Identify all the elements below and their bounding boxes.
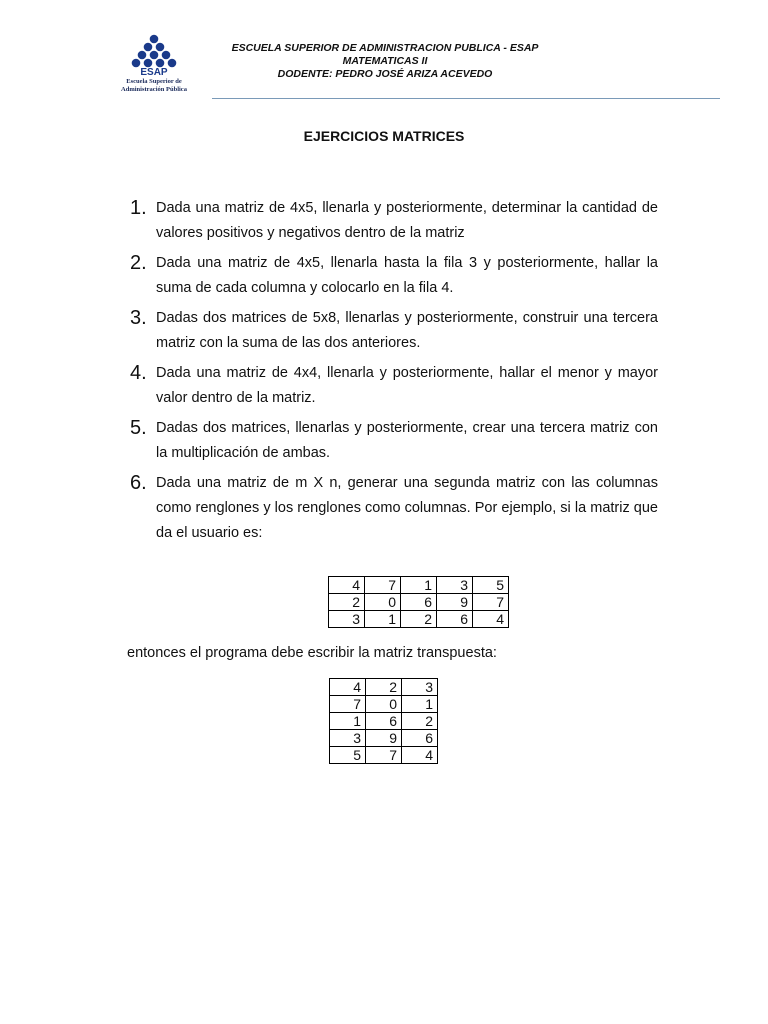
exercise-text: Dada una matriz de 4x5, llenarla hasta la fila 3 y posteriormente, hallar la suma de cada columna y colocarlo en la fila 4. <box>156 255 658 296</box>
exercise-text: Dada una matriz de 4x4, llenarla y posteriormente, hallar el menor y mayor valor dentro de la matriz. <box>156 365 658 406</box>
matrix-row <box>330 730 438 747</box>
exercise-text: Dada una matriz de m X n, generar una segunda matriz con las columnas como renglones y los renglones como columnas. Por ejemplo, si la matriz que da el usuario es: <box>156 475 658 541</box>
matrix-cell: 7 <box>473 594 509 611</box>
exercise-number: 6. <box>130 472 147 494</box>
matrix-cell: 7 <box>330 696 366 713</box>
esap-logo-icon <box>114 34 194 78</box>
logo-caption-line1: Escuela Superior de <box>126 78 182 85</box>
matrix-cell: 4 <box>473 611 509 628</box>
matrix-cell: 2 <box>366 679 402 696</box>
matrix-cell: 3 <box>330 730 366 747</box>
matrix-row <box>329 577 509 594</box>
matrix-row <box>329 594 509 611</box>
transpose-intro: entonces el programa debe escribir la matriz transpuesta: <box>127 645 497 661</box>
exercise-number: 2. <box>130 252 147 274</box>
exercise-item <box>126 251 658 301</box>
exercise-item <box>126 471 658 546</box>
matrix-cell: 4 <box>330 679 366 696</box>
matrix-cell: 0 <box>366 696 402 713</box>
matrix-cell: 1 <box>330 713 366 730</box>
original-matrix <box>328 576 509 628</box>
matrix-cell: 5 <box>330 747 366 764</box>
exercise-text: Dadas dos matrices, llenarlas y posteriormente, crear una tercera matriz con la multiplicación de ambas. <box>156 420 658 461</box>
matrix-cell: 2 <box>329 594 365 611</box>
exercise-item <box>126 416 658 466</box>
matrix-row <box>330 747 438 764</box>
header-course: MATEMATICAS II <box>342 55 428 67</box>
header-teacher: DODENTE: PEDRO JOSÉ ARIZA ACEVEDO <box>277 68 493 80</box>
matrix-cell: 9 <box>366 730 402 747</box>
matrix-row <box>330 696 438 713</box>
matrix-row <box>329 611 509 628</box>
matrix-cell: 9 <box>437 594 473 611</box>
matrix-cell: 2 <box>401 611 437 628</box>
matrix-cell: 7 <box>366 747 402 764</box>
matrix-cell: 6 <box>402 730 438 747</box>
exercise-item <box>126 361 658 411</box>
header-institution: ESCUELA SUPERIOR DE ADMINISTRACION PUBLICA - ESAP <box>231 42 539 54</box>
exercise-number: 5. <box>130 417 147 439</box>
matrix-cell: 5 <box>473 577 509 594</box>
matrix-cell: 6 <box>401 594 437 611</box>
matrix-cell: 3 <box>402 679 438 696</box>
transposed-matrix <box>329 678 438 764</box>
matrix-cell: 3 <box>329 611 365 628</box>
matrix-cell: 3 <box>437 577 473 594</box>
matrix-cell: 4 <box>329 577 365 594</box>
esap-acronym: ESAP <box>140 67 168 78</box>
matrix-cell: 0 <box>365 594 401 611</box>
matrix-cell: 4 <box>402 747 438 764</box>
exercise-text: Dadas dos matrices de 5x8, llenarlas y posteriormente, construir una tercera matriz con la suma de las dos anteriores. <box>156 310 658 351</box>
matrix-row <box>330 713 438 730</box>
logo-caption-line2: Administración Pública <box>121 86 187 93</box>
matrix-cell: 7 <box>365 577 401 594</box>
exercise-text: Dada una matriz de 4x5, llenarla y posteriormente, determinar la cantidad de valores positivos y negativos dentro de la matriz <box>156 200 658 241</box>
matrix-cell: 1 <box>401 577 437 594</box>
esap-logo <box>104 34 204 96</box>
exercise-number: 1. <box>130 197 147 219</box>
exercise-number: 4. <box>130 362 147 384</box>
document-title: EJERCICIOS MATRICES <box>303 128 465 144</box>
matrix-cell: 1 <box>365 611 401 628</box>
matrix-cell: 1 <box>402 696 438 713</box>
matrix-cell: 6 <box>366 713 402 730</box>
logo-caption <box>104 78 204 94</box>
document-header <box>200 42 570 81</box>
matrix-cell: 2 <box>402 713 438 730</box>
matrix-row <box>330 679 438 696</box>
header-divider <box>212 98 720 99</box>
exercise-item <box>126 306 658 356</box>
exercise-item <box>126 196 658 246</box>
exercise-number: 3. <box>130 307 147 329</box>
exercise-list <box>126 196 658 551</box>
matrix-cell: 6 <box>437 611 473 628</box>
